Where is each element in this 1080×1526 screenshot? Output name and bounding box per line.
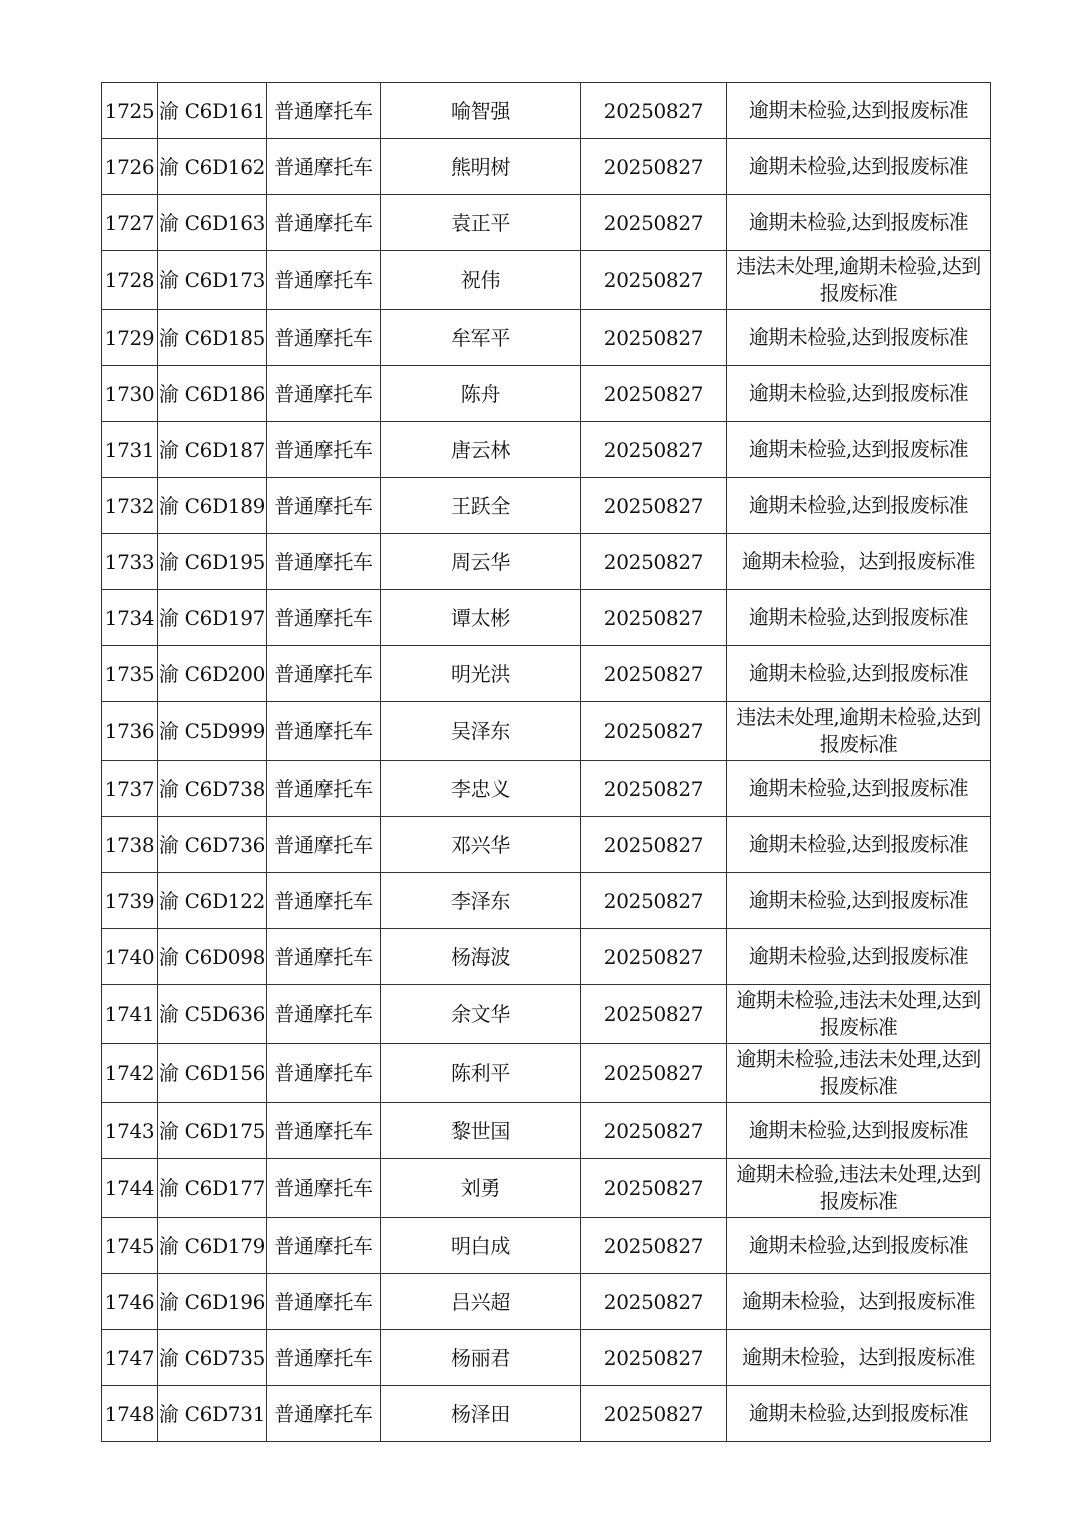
seq-cell: 1736	[102, 702, 158, 761]
table-row	[102, 251, 991, 310]
reason-cell: 逾期未检验,达到报废标准	[727, 1103, 991, 1159]
reason-cell: 逾期未检验,达到报废标准	[727, 761, 991, 817]
vehicle-type-cell: 普通摩托车	[267, 1330, 381, 1386]
reason-cell: 逾期未检验,达到报废标准	[727, 310, 991, 366]
vehicle-type-cell: 普通摩托车	[267, 590, 381, 646]
reason-cell: 违法未处理,逾期未检验,达到报废标准	[727, 702, 991, 761]
plate-cell: 渝 C6D195	[158, 534, 267, 590]
reason-cell: 逾期未检验,达到报废标准	[727, 590, 991, 646]
reason-cell: 逾期未检验,达到报废标准	[727, 478, 991, 534]
owner-cell: 喻智强	[381, 83, 581, 139]
table-row	[102, 83, 991, 139]
plate-cell: 渝 C6D098	[158, 929, 267, 985]
reason-cell: 逾期未检验,达到报废标准	[727, 195, 991, 251]
plate-cell: 渝 C6D186	[158, 366, 267, 422]
date-cell: 20250827	[581, 985, 727, 1044]
seq-cell: 1734	[102, 590, 158, 646]
owner-cell: 唐云林	[381, 422, 581, 478]
plate-cell: 渝 C6D189	[158, 478, 267, 534]
plate-cell: 渝 C6D163	[158, 195, 267, 251]
date-cell: 20250827	[581, 310, 727, 366]
date-cell: 20250827	[581, 1218, 727, 1274]
owner-cell: 杨海波	[381, 929, 581, 985]
owner-cell: 李忠义	[381, 761, 581, 817]
date-cell: 20250827	[581, 195, 727, 251]
plate-cell: 渝 C6D185	[158, 310, 267, 366]
vehicle-type-cell: 普通摩托车	[267, 1044, 381, 1103]
vehicle-type-cell: 普通摩托车	[267, 1274, 381, 1330]
plate-cell: 渝 C6D162	[158, 139, 267, 195]
reason-cell: 逾期未检验,违法未处理,达到报废标准	[727, 1159, 991, 1218]
reason-cell: 逾期未检验,违法未处理,达到报废标准	[727, 985, 991, 1044]
reason-cell: 逾期未检验,达到报废标准	[727, 83, 991, 139]
seq-cell: 1732	[102, 478, 158, 534]
reason-cell: 逾期未检验,达到报废标准	[727, 139, 991, 195]
table-row	[102, 1386, 991, 1442]
owner-cell: 杨丽君	[381, 1330, 581, 1386]
table-row	[102, 310, 991, 366]
seq-cell: 1731	[102, 422, 158, 478]
owner-cell: 杨泽田	[381, 1386, 581, 1442]
vehicle-type-cell: 普通摩托车	[267, 1218, 381, 1274]
vehicle-type-cell: 普通摩托车	[267, 83, 381, 139]
vehicle-type-cell: 普通摩托车	[267, 139, 381, 195]
table-row	[102, 478, 991, 534]
table-row	[102, 873, 991, 929]
vehicle-type-cell: 普通摩托车	[267, 761, 381, 817]
table-row	[102, 1274, 991, 1330]
table-row	[102, 195, 991, 251]
table-row	[102, 1330, 991, 1386]
table-row	[102, 985, 991, 1044]
table-row	[102, 139, 991, 195]
seq-cell: 1729	[102, 310, 158, 366]
seq-cell: 1738	[102, 817, 158, 873]
vehicle-type-cell: 普通摩托车	[267, 873, 381, 929]
owner-cell: 陈舟	[381, 366, 581, 422]
vehicle-type-cell: 普通摩托车	[267, 478, 381, 534]
plate-cell: 渝 C6D187	[158, 422, 267, 478]
table-row	[102, 929, 991, 985]
owner-cell: 祝伟	[381, 251, 581, 310]
date-cell: 20250827	[581, 702, 727, 761]
date-cell: 20250827	[581, 251, 727, 310]
reason-cell: 逾期未检验,达到报废标准	[727, 1386, 991, 1442]
date-cell: 20250827	[581, 366, 727, 422]
seq-cell: 1747	[102, 1330, 158, 1386]
owner-cell: 陈利平	[381, 1044, 581, 1103]
date-cell: 20250827	[581, 1330, 727, 1386]
plate-cell: 渝 C5D999	[158, 702, 267, 761]
table-row	[102, 1044, 991, 1103]
date-cell: 20250827	[581, 761, 727, 817]
seq-cell: 1745	[102, 1218, 158, 1274]
records-table	[101, 82, 991, 1442]
plate-cell: 渝 C6D736	[158, 817, 267, 873]
date-cell: 20250827	[581, 1103, 727, 1159]
seq-cell: 1743	[102, 1103, 158, 1159]
table-row	[102, 646, 991, 702]
vehicle-type-cell: 普通摩托车	[267, 1159, 381, 1218]
owner-cell: 邓兴华	[381, 817, 581, 873]
plate-cell: 渝 C6D177	[158, 1159, 267, 1218]
owner-cell: 吕兴超	[381, 1274, 581, 1330]
owner-cell: 王跃全	[381, 478, 581, 534]
reason-cell: 逾期未检验,达到报废标准	[727, 422, 991, 478]
seq-cell: 1735	[102, 646, 158, 702]
seq-cell: 1742	[102, 1044, 158, 1103]
owner-cell: 李泽东	[381, 873, 581, 929]
seq-cell: 1728	[102, 251, 158, 310]
table-row	[102, 590, 991, 646]
reason-cell: 逾期未检验,违法未处理,达到报废标准	[727, 1044, 991, 1103]
seq-cell: 1741	[102, 985, 158, 1044]
date-cell: 20250827	[581, 873, 727, 929]
date-cell: 20250827	[581, 817, 727, 873]
vehicle-type-cell: 普通摩托车	[267, 195, 381, 251]
date-cell: 20250827	[581, 646, 727, 702]
plate-cell: 渝 C5D636	[158, 985, 267, 1044]
owner-cell: 明光洪	[381, 646, 581, 702]
owner-cell: 谭太彬	[381, 590, 581, 646]
owner-cell: 周云华	[381, 534, 581, 590]
seq-cell: 1725	[102, 83, 158, 139]
reason-cell: 逾期未检验,达到报废标准	[727, 873, 991, 929]
table-row	[102, 1218, 991, 1274]
seq-cell: 1739	[102, 873, 158, 929]
reason-cell: 逾期未检验，达到报废标准	[727, 534, 991, 590]
owner-cell: 明白成	[381, 1218, 581, 1274]
table-row	[102, 534, 991, 590]
date-cell: 20250827	[581, 83, 727, 139]
reason-cell: 违法未处理,逾期未检验,达到报废标准	[727, 251, 991, 310]
date-cell: 20250827	[581, 929, 727, 985]
owner-cell: 熊明树	[381, 139, 581, 195]
table-row	[102, 422, 991, 478]
reason-cell: 逾期未检验,达到报废标准	[727, 817, 991, 873]
date-cell: 20250827	[581, 1044, 727, 1103]
vehicle-type-cell: 普通摩托车	[267, 310, 381, 366]
plate-cell: 渝 C6D175	[158, 1103, 267, 1159]
plate-cell: 渝 C6D173	[158, 251, 267, 310]
vehicle-type-cell: 普通摩托车	[267, 817, 381, 873]
date-cell: 20250827	[581, 1386, 727, 1442]
plate-cell: 渝 C6D731	[158, 1386, 267, 1442]
table-row	[102, 702, 991, 761]
vehicle-type-cell: 普通摩托车	[267, 1103, 381, 1159]
reason-cell: 逾期未检验,达到报废标准	[727, 929, 991, 985]
owner-cell: 黎世国	[381, 1103, 581, 1159]
table-row	[102, 761, 991, 817]
seq-cell: 1730	[102, 366, 158, 422]
plate-cell: 渝 C6D738	[158, 761, 267, 817]
seq-cell: 1733	[102, 534, 158, 590]
reason-cell: 逾期未检验,达到报废标准	[727, 646, 991, 702]
plate-cell: 渝 C6D161	[158, 83, 267, 139]
table-row	[102, 366, 991, 422]
date-cell: 20250827	[581, 590, 727, 646]
reason-cell: 逾期未检验,达到报废标准	[727, 1218, 991, 1274]
table-row	[102, 1103, 991, 1159]
owner-cell: 余文华	[381, 985, 581, 1044]
date-cell: 20250827	[581, 534, 727, 590]
vehicle-type-cell: 普通摩托车	[267, 534, 381, 590]
table-row	[102, 817, 991, 873]
vehicle-type-cell: 普通摩托车	[267, 422, 381, 478]
records-table-body	[102, 83, 991, 1442]
owner-cell: 刘勇	[381, 1159, 581, 1218]
seq-cell: 1727	[102, 195, 158, 251]
plate-cell: 渝 C6D197	[158, 590, 267, 646]
seq-cell: 1744	[102, 1159, 158, 1218]
owner-cell: 吴泽东	[381, 702, 581, 761]
vehicle-type-cell: 普通摩托车	[267, 646, 381, 702]
seq-cell: 1746	[102, 1274, 158, 1330]
seq-cell: 1726	[102, 139, 158, 195]
seq-cell: 1737	[102, 761, 158, 817]
date-cell: 20250827	[581, 478, 727, 534]
reason-cell: 逾期未检验,达到报废标准	[727, 366, 991, 422]
seq-cell: 1740	[102, 929, 158, 985]
vehicle-type-cell: 普通摩托车	[267, 929, 381, 985]
table-row	[102, 1159, 991, 1218]
plate-cell: 渝 C6D735	[158, 1330, 267, 1386]
plate-cell: 渝 C6D179	[158, 1218, 267, 1274]
reason-cell: 逾期未检验，达到报废标准	[727, 1274, 991, 1330]
date-cell: 20250827	[581, 1159, 727, 1218]
seq-cell: 1748	[102, 1386, 158, 1442]
plate-cell: 渝 C6D200	[158, 646, 267, 702]
vehicle-type-cell: 普通摩托车	[267, 251, 381, 310]
vehicle-type-cell: 普通摩托车	[267, 985, 381, 1044]
plate-cell: 渝 C6D196	[158, 1274, 267, 1330]
plate-cell: 渝 C6D122	[158, 873, 267, 929]
date-cell: 20250827	[581, 422, 727, 478]
date-cell: 20250827	[581, 1274, 727, 1330]
date-cell: 20250827	[581, 139, 727, 195]
reason-cell: 逾期未检验，达到报废标准	[727, 1330, 991, 1386]
vehicle-type-cell: 普通摩托车	[267, 366, 381, 422]
plate-cell: 渝 C6D156	[158, 1044, 267, 1103]
owner-cell: 袁正平	[381, 195, 581, 251]
owner-cell: 牟军平	[381, 310, 581, 366]
vehicle-type-cell: 普通摩托车	[267, 1386, 381, 1442]
vehicle-type-cell: 普通摩托车	[267, 702, 381, 761]
